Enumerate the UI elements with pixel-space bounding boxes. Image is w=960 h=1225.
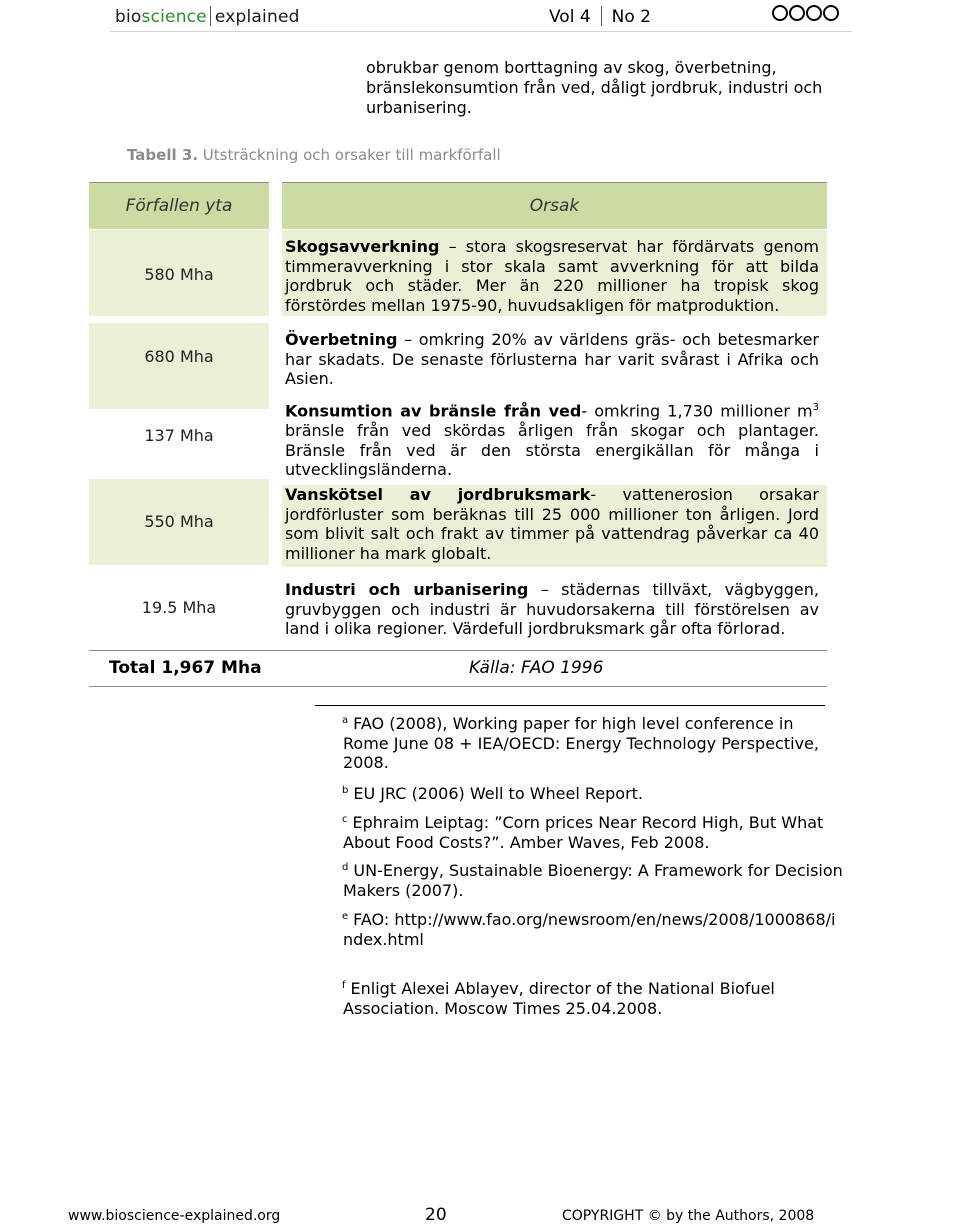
cause-text [285, 237, 819, 315]
footnote [343, 714, 843, 773]
source-label: Källa: FAO 1996 [469, 658, 604, 678]
table-caption-label: Tabell 3. [127, 146, 198, 164]
header-divider [110, 31, 852, 32]
footnote-mark: f [342, 980, 346, 991]
cause-title: Skogsavverkning [285, 237, 440, 256]
cause-description: – stora skogsreservat har fördärvats genom timmeravverkning i stor skala samt avverkning för att bilda jordbruk och städer. Mer än 220 millioner ha tropisk skog förstördes mellan 1975-90, huvudsakligen för matproduktion. [285, 237, 819, 315]
cc-sa-icon [823, 5, 839, 21]
cause-text [285, 398, 819, 480]
area-value: 680 Mha [144, 347, 214, 366]
footnote-divider [315, 705, 825, 706]
table-row [89, 323, 269, 409]
issue-info [549, 6, 651, 27]
license-icons [772, 5, 839, 21]
cause-text [285, 580, 819, 639]
footnote-text: UN-Energy, Sustainable Bioenergy: A Framework for Decision Makers (2007). [343, 861, 843, 900]
area-value: 137 Mha [144, 426, 214, 445]
cause-description: – omkring 20% av världens gräs- och betesmarker har skadats. De senaste förlusterna har varit svårast i Afrika och Asien. [285, 330, 819, 389]
brand-explained: explained [214, 7, 300, 27]
area-value: 580 Mha [144, 265, 214, 284]
footnote [343, 813, 843, 852]
intro-paragraph [366, 58, 846, 118]
footnote-text: Ephraim Leiptag: ”Corn prices Near Record High, But What About Food Costs?”. Amber Waves, Feb 2008. [343, 813, 824, 852]
table-caption [127, 146, 501, 164]
footnote-mark: c [342, 814, 348, 825]
header-cell-area [89, 182, 269, 229]
volume-label: Vol 4 [549, 7, 591, 27]
cause-description: - omkring 1,730 millioner m [581, 401, 813, 421]
cause-title: Vanskötsel av jordbruksmark [285, 485, 591, 504]
brand-science: science [141, 7, 207, 27]
footnote-mark: a [342, 715, 349, 726]
cause-title: Konsumtion av bränsle från ved [285, 401, 582, 421]
footnote-mark: d [342, 862, 349, 873]
area-value: 550 Mha [144, 512, 214, 531]
column-header-area: Förfallen yta [125, 196, 233, 216]
table-row [89, 403, 269, 478]
intro-line: bränslekonsumtion från ved, dåligt jordbruk, industri och [366, 78, 823, 97]
header-cell-cause [282, 182, 827, 229]
total-value: Total 1,967 Mha [109, 658, 262, 678]
table-row [89, 578, 269, 638]
cc-nc-icon [789, 5, 805, 21]
intro-line: urbanisering. [366, 98, 472, 117]
footnote-mark: e [342, 911, 349, 922]
cc-nd-icon [806, 5, 822, 21]
intro-line: obrukbar genom borttagning av skog, överbetning, [366, 58, 777, 77]
cc-by-icon [772, 5, 788, 21]
cause-text [285, 330, 819, 389]
cause-text [285, 485, 819, 563]
footnote-mark: b [342, 785, 349, 796]
journal-brand [115, 6, 300, 27]
table-row [89, 230, 269, 316]
footnote-text: EU JRC (2006) Well to Wheel Report. [353, 784, 644, 803]
cause-title: Industri och urbanisering [285, 580, 529, 599]
table-total-row [89, 650, 827, 687]
table-caption-text: Utsträckning och orsaker till markförfall [202, 146, 501, 164]
cause-title: Överbetning [285, 330, 398, 349]
footnote-text: FAO (2008), Working paper for high level conference in Rome June 08 + IEA/OECD: Energy Technology Perspective, 2008. [343, 714, 819, 773]
footnote [343, 979, 843, 1018]
cause-description: bränsle från ved skördas årligen från skogar och plantager. Bränsle från ved är den största energikällan för många i utvecklingsländerna. [285, 420, 819, 480]
brand-bio: bio [115, 7, 142, 27]
cause-description: - vattenerosion orsakar jordförluster som beräknas till 25 000 millioner ton årligen. Jord som blivit salt och frakt av timmer på vattendrag påverkar ca 40 millioner ha mark globalt. [285, 485, 819, 563]
footnote [343, 784, 843, 804]
footer-website[interactable]: www.bioscience-explained.org [68, 1208, 281, 1224]
area-value: 19.5 Mha [141, 598, 217, 617]
footnote-text: FAO: http://www.fao.org/newsroom/en/news/2008/1000868/index.html [343, 910, 836, 949]
footer-copyright: COPYRIGHT © by the Authors, 2008 [562, 1208, 815, 1224]
footnote [343, 861, 843, 900]
cause-description: – städernas tillväxt, vägbyggen, gruvbyggen och industri är huvudorsakerna till förstörelsen av land i olika regioner. Värdefull jordbruksmark går ofta förlorad. [285, 580, 820, 639]
superscript: 3 [812, 402, 819, 413]
column-header-cause: Orsak [529, 196, 580, 216]
issue-number: No 2 [611, 7, 651, 27]
footnote [343, 910, 843, 949]
page-number: 20 [425, 1205, 447, 1225]
footnote-text: Enligt Alexei Ablayev, director of the National Biofuel Association. Moscow Times 25.04.2008. [343, 979, 775, 1018]
table-row [89, 479, 269, 565]
